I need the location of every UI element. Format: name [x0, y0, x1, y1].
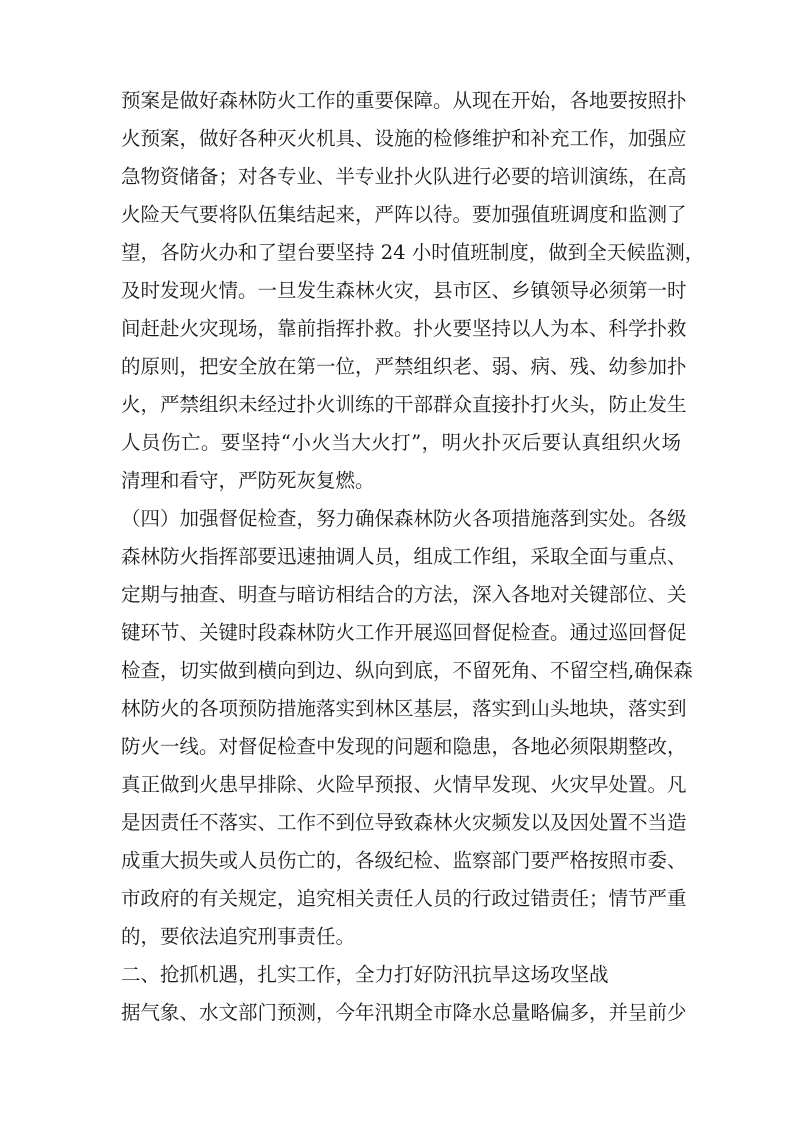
chapter-heading: 二、抢抓机遇，扎实工作，全力打好防汛抗旱这场攻坚战 [121, 963, 609, 986]
text-line: 间赶赴火灾现场，靠前指挥扑救。扑火要坚持以人为本、科学扑救 [121, 317, 687, 340]
text-line: 成重大损失或人员伤亡的，各级纪检、监察部门要严格按照市委、 [121, 849, 687, 872]
paragraph-end-line: 的，要依法追究刑事责任。 [121, 925, 356, 948]
text-line: 的原则，把安全放在第一位，严禁组织老、弱、病、残、幼参加扑 [121, 355, 687, 378]
text-line: 是因责任不落实、工作不到位导致森林火灾频发以及因处置不当造 [121, 811, 687, 834]
text-line: 望，各防火办和了望台要坚持 24 小时值班制度，做到全天候监测， [121, 241, 705, 264]
paragraph-end-line: 清理和看守，严防死灰复燃。 [121, 469, 375, 492]
text-line: 据气象、水文部门预测，今年汛期全市降水总量略偏多，并呈前少 [121, 1001, 687, 1024]
text-line: 火，严禁组织未经过扑火训练的干部群众直接扑打火头，防止发生 [121, 393, 687, 416]
text-line: 人员伤亡。要坚持“小火当大火打”，明火扑灭后要认真组织火场 [121, 431, 681, 454]
text-line: 检查，切实做到横向到边、纵向到底，不留死角、不留空档,确保森 [121, 659, 693, 682]
section-heading-line: （四）加强督促检查，努力确保森林防火各项措施落到实处。各级 [121, 507, 687, 530]
text-line: 急物资储备；对各专业、半专业扑火队进行必要的培训演练，在高 [121, 165, 687, 188]
text-line: 防火一线。对督促检查中发现的问题和隐患，各地必须限期整改， [121, 735, 687, 758]
text-line: 真正做到火患早排除、火险早预报、火情早发现、火灾早处置。凡 [121, 773, 687, 796]
text-line: 定期与抽查、明查与暗访相结合的方法，深入各地对关键部位、关 [121, 583, 687, 606]
text-line: 火险天气要将队伍集结起来，严阵以待。要加强值班调度和监测了 [121, 203, 687, 226]
text-line: 键环节、关键时段森林防火工作开展巡回督促检查。通过巡回督促 [121, 621, 687, 644]
text-line: 林防火的各项预防措施落实到林区基层，落实到山头地块，落实到 [121, 697, 687, 720]
text-line: 森林防火指挥部要迅速抽调人员，组成工作组，采取全面与重点、 [121, 545, 687, 568]
text-line: 火预案，做好各种灭火机具、设施的检修维护和补充工作，加强应 [121, 127, 687, 150]
text-line: 市政府的有关规定，追究相关责任人员的行政过错责任；情节严重 [121, 887, 687, 910]
text-line: 预案是做好森林防火工作的重要保障。从现在开始，各地要按照扑 [121, 89, 687, 112]
text-line: 及时发现火情。一旦发生森林火灾，县市区、乡镇领导必须第一时 [121, 279, 687, 302]
